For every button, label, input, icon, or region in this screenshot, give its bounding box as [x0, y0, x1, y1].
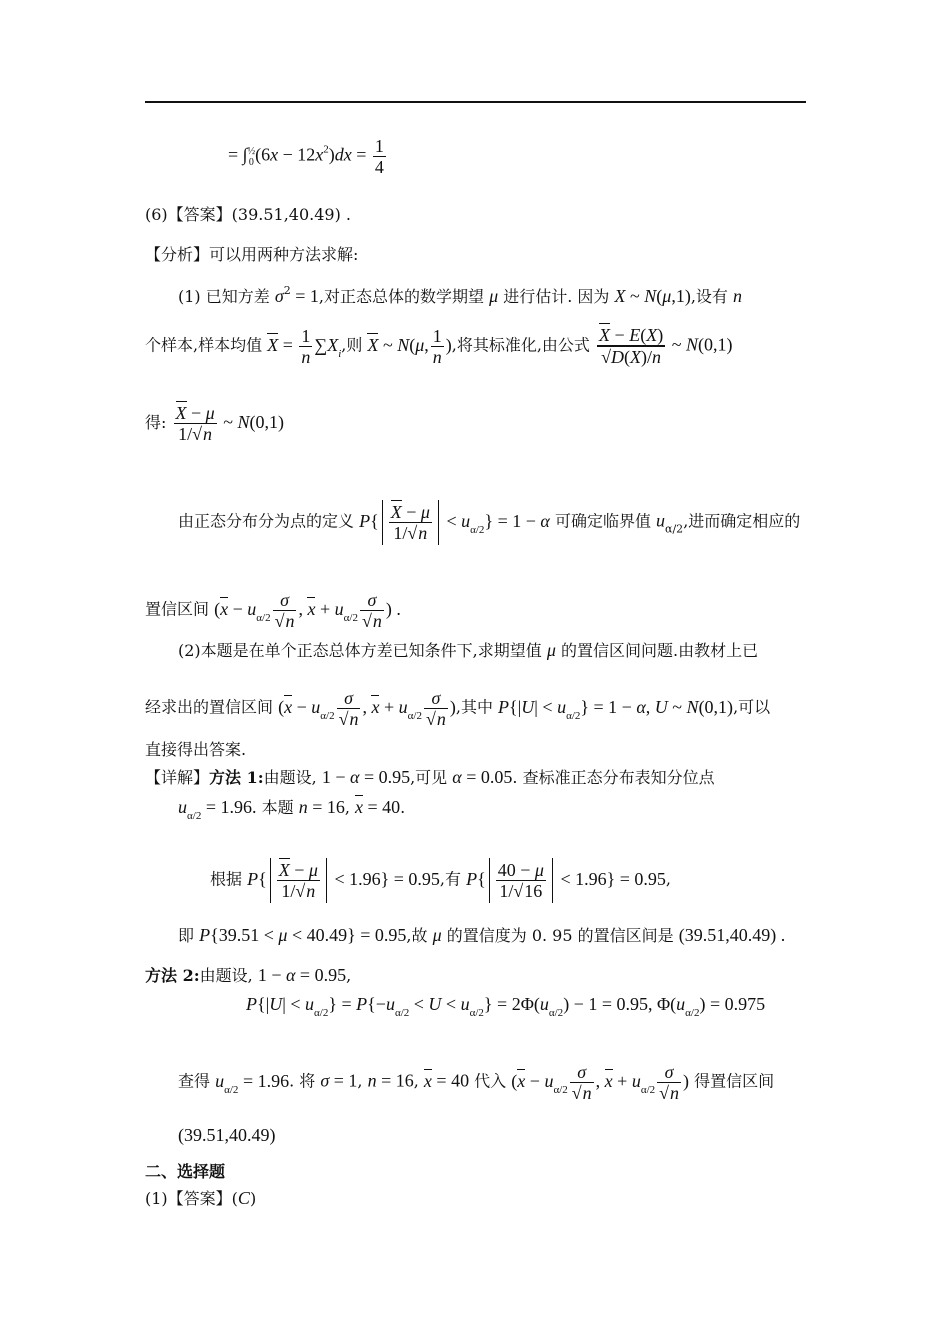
- paragraph-probability: 根据 P{ $\frac{X - \mu}{1/√n}$ < 1.96} = 0.95,有 P{ $\frac{40 - \mu}{1/√16}$ < 1.96} = 0.95,: [210, 860, 671, 901]
- paragraph-interval: 置信区间 ($x - u_{\alpha/2}$ $\frac{\sigma}{√n}$ , $x + u_{\alpha/2}$ $\frac{\sigma}{√n}$ ) .: [145, 590, 401, 631]
- paragraph-quantile: $u_{\alpha/2} = 1.96$. 本题 n = 16, x = 40.: [178, 797, 406, 822]
- paragraph-textbook-interval: 经求出的置信区间 ($x - u_{\alpha/2}$ $\frac{\sigma}{√n}$ , $x + u_{\alpha/2}$ $\frac{\sigma}{√n}$ ),其中 $P\{|U| < u_{\alpha/2}\} = 1 - \alpha$, U ~ N(0,1),可以: [145, 688, 771, 729]
- paragraph-substitute: 查得 $u_{\alpha/2} = 1.96$. 将 σ = 1, n = 16, x = 40 代入 ($x - u_{\alpha/2}$ $\frac{\sigma}{√n}$ , $x + u_{\alpha/2}$ $\frac{\sigma}{√n}$ ) 得置信区间: [178, 1062, 775, 1103]
- paragraph-sample-mean: 个样本,样本均值 X = $\frac{1}{n}$ $\sum X_i$,则 X ~ N(μ, $\frac{1}{n}$ ),将其标准化,由公式 $\frac{X - E(X)}{√D(X)/n}$ ~ N(0,1): [145, 325, 733, 367]
- integral-equation: = ∫½ $0(6x - 12x^2)dx$ = $\frac{1}{4}$: [228, 136, 384, 177]
- paragraph-direct: 直接得出答案.: [145, 740, 247, 759]
- header-rule: [145, 101, 806, 103]
- equation-phi: $P\{|U| < u_{\alpha/2}\} = P\{-u_{\alpha/2} < U < u_{\alpha/2}\} = 2\Phi(u_{\alpha/2}) - 1 = 0.95$, $\Phi(u_{\alpha/2}) = 0.975$: [246, 994, 766, 1019]
- paragraph-method2-intro: (2)本题是在单个正态总体方差已知条件下,求期望值 μ 的置信区间问题.由教材上已: [178, 640, 759, 660]
- paragraph-method1-intro: (1) 已知方差 $\sigma^2 = 1$,对正态总体的数学期望 μ 进行估计. 因为 X ~ N(μ,1),设有 n: [178, 284, 743, 306]
- paragraph-method2: 方法 2:由题设, 1 − α = 0.95,: [145, 965, 352, 985]
- paragraph-detail-method1: 【详解】方法 1:由题设, 1 − α = 0.95,可见 α = 0.05. 查标准正态分布表知分位点: [145, 767, 715, 787]
- paragraph-result: 即 P{39.51 < μ < 40.49} = 0.95,故 μ 的置信度为 0. 95 的置信区间是 (39.51,40.49) .: [178, 925, 786, 945]
- paragraph-critical-value: 由正态分布分为点的定义 P{ $\frac{X - \mu}{1/√n}$ < $u_{\alpha/2}\} = 1 - \alpha$ 可确定临界值 $u_{\alpha/2}$,进而确定相应的: [178, 502, 801, 543]
- analysis-heading: 【分析】可以用两种方法求解:: [145, 245, 359, 264]
- final-interval: (39.51,40.49): [178, 1125, 276, 1145]
- answer-6: (6)【答案】(39.51,40.49) .: [145, 205, 352, 224]
- paragraph-standardized: 得: $\frac{X - \mu}{1/√n}$ ~ N(0,1): [145, 403, 284, 444]
- section-heading-choice: 二、选择题: [145, 1162, 226, 1181]
- answer-choice-1: (1)【答案】(C): [145, 1188, 257, 1208]
